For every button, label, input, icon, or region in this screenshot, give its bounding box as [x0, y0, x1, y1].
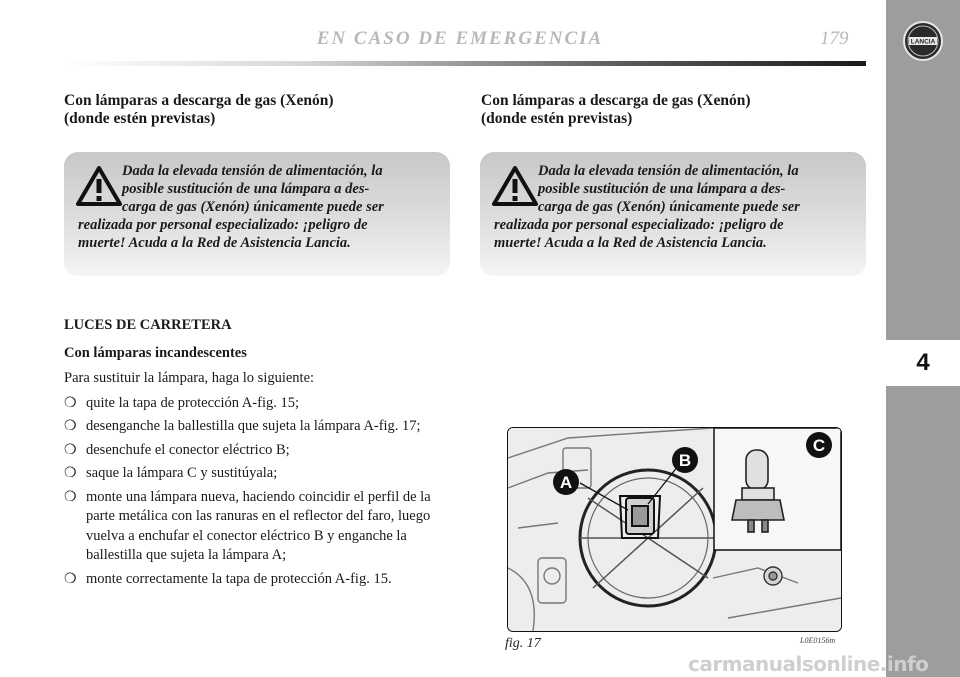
header-divider: [64, 61, 866, 66]
left-warning-text: [78, 162, 438, 252]
step-text: monte correctamente la tapa de protección A-fig. 15.: [86, 570, 392, 587]
step-text: monte una lámpara nueva, haciendo coincidir el perfil de la parte metálica con las ranuras en el reflector del faro, luego vuelva a enchufar el conector eléctrico B y enganche la ballestilla que sujeta la lámpara A;: [86, 488, 431, 563]
step-text: quite la tapa de protección A-fig. 15;: [86, 394, 299, 411]
left-heading-line2: (donde estén previstas): [64, 110, 216, 127]
figure-code: L0E0156m: [800, 636, 836, 645]
warning-line: posible sustitución de una lámpara a des-: [122, 181, 370, 197]
warning-line: carga de gas (Xenón) únicamente puede ser: [538, 199, 800, 215]
label-b: [672, 447, 698, 473]
bullet-icon: ❍: [64, 466, 77, 481]
chapter-number-tab[interactable]: 4: [886, 340, 960, 386]
list-item: [64, 488, 452, 566]
headlamp-figure: [507, 427, 842, 632]
step-text: desenganche la ballestilla que sujeta la lámpara A-fig. 17;: [86, 418, 421, 434]
right-warning-text: [494, 162, 854, 252]
chapter-header-title: EN CASO DE EMERGENCIA: [316, 28, 604, 49]
step-text: saque la lámpara C y sustitúyala;: [86, 465, 278, 481]
page-number: 179: [820, 28, 849, 49]
list-item: [64, 441, 452, 461]
steps-list: [64, 394, 452, 590]
label-a: [553, 469, 579, 495]
bullet-icon: ❍: [64, 395, 77, 411]
list-item: [64, 417, 452, 437]
right-warning-box: [480, 152, 866, 276]
left-xenon-heading: [64, 92, 334, 128]
lancia-logo-icon: [902, 20, 944, 62]
figure-caption: fig. 17: [505, 636, 541, 651]
warning-line: Dada la elevada tensión de alimentación, la: [122, 163, 383, 179]
chapter-sidebar: [886, 0, 960, 677]
warning-line: carga de gas (Xenón) únicamente puede ser: [122, 199, 384, 215]
section-subheading: Con lámparas incandescentes: [64, 344, 247, 361]
list-item: [64, 464, 452, 484]
section-intro: Para sustituir la lámpara, haga lo siguiente:: [64, 370, 315, 386]
step-text: desenchufe el conector eléctrico B;: [86, 441, 290, 458]
label-a-text: A: [559, 473, 573, 492]
warning-line: posible sustitución de una lámpara a des-: [538, 181, 786, 197]
left-warning-box: [64, 152, 450, 276]
warning-line: muerte! Acuda a la Red de Asistencia Lancia.: [494, 235, 767, 251]
headlamp-illustration: [508, 428, 841, 631]
warning-line: realizada por personal especializado: ¡peligro de: [494, 217, 784, 233]
left-heading-line1: Con lámparas a descarga de gas (Xenón): [64, 92, 334, 109]
bullet-icon: ❍: [64, 489, 77, 505]
label-c-text: C: [812, 436, 826, 455]
right-xenon-heading: [481, 92, 751, 128]
bullet-icon: ❍: [64, 419, 77, 434]
right-heading-line1: Con lámparas a descarga de gas (Xenón): [481, 92, 751, 109]
high-beam-section: [64, 316, 452, 593]
warning-line: Dada la elevada tensión de alimentación, la: [538, 163, 799, 179]
bullet-icon: ❍: [64, 571, 77, 587]
warning-line: muerte! Acuda a la Red de Asistencia Lancia.: [78, 235, 351, 251]
right-heading-line2: (donde estén previstas): [481, 110, 633, 127]
label-c: [806, 432, 832, 458]
list-item: [64, 394, 452, 414]
section-title: LUCES DE CARRETERA: [64, 317, 232, 333]
warning-line: realizada por personal especializado: ¡peligro de: [78, 217, 368, 233]
list-item: [64, 570, 452, 590]
logo-text: LANCIA: [910, 38, 936, 46]
bullet-icon: ❍: [64, 442, 77, 458]
label-b-text: B: [678, 451, 692, 470]
watermark-text: carmanualsonline.info: [688, 652, 929, 676]
